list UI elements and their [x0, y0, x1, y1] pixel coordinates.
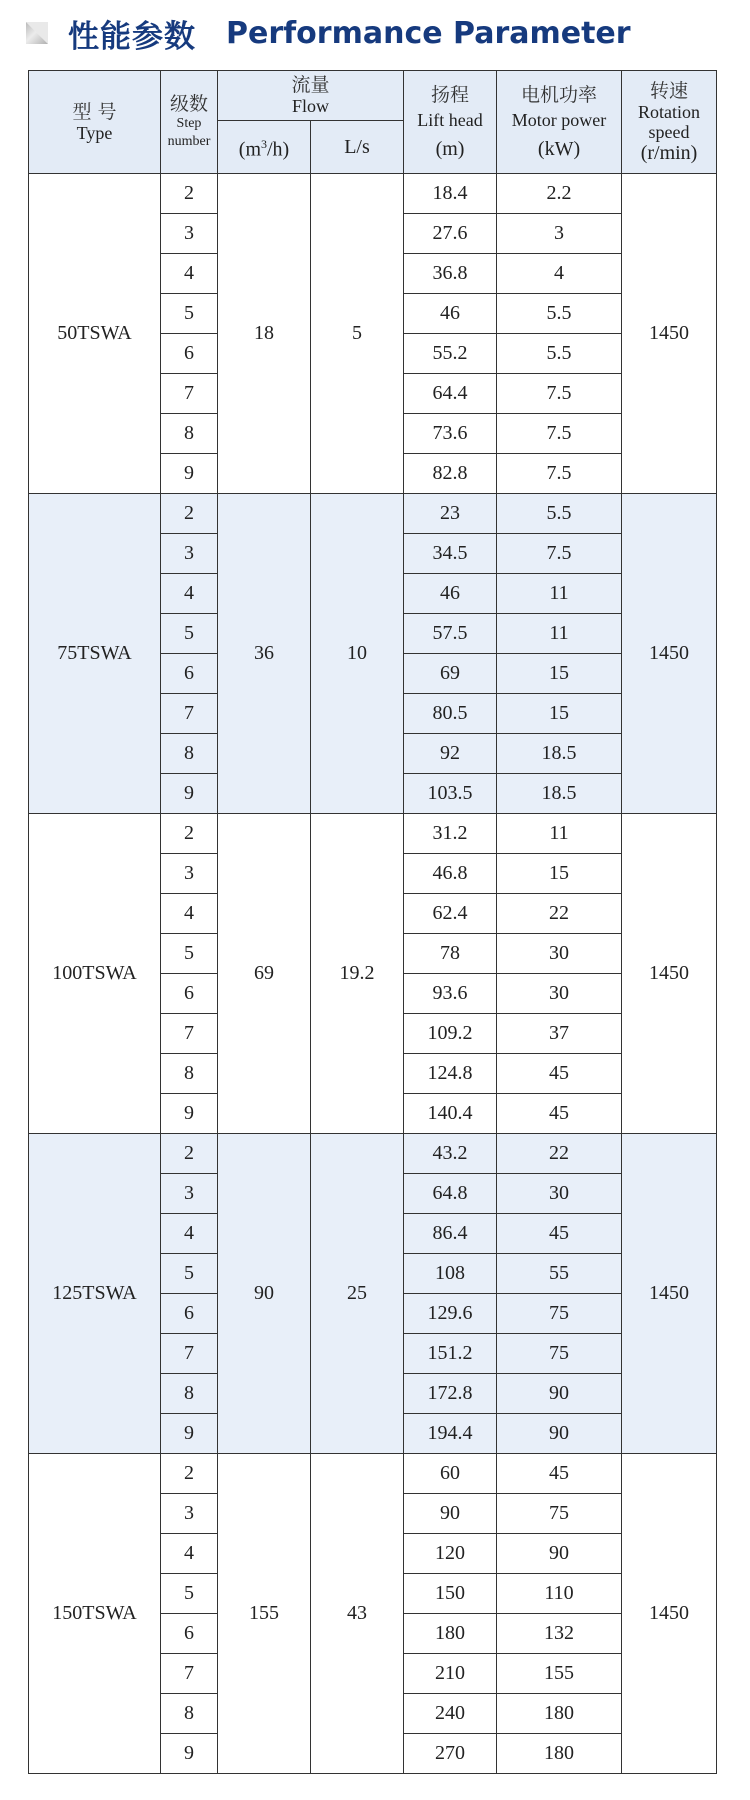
step-cell: 6: [161, 974, 218, 1014]
rotation-speed-cell: 1450: [622, 174, 717, 494]
motor-power-cell: 5.5: [497, 494, 622, 534]
motor-power-cell: 11: [497, 574, 622, 614]
step-cell: 9: [161, 774, 218, 814]
lift-head-cell: 64.4: [404, 374, 497, 414]
flow-m3h-cell: 90: [218, 1134, 311, 1454]
lift-head-cell: 151.2: [404, 1334, 497, 1374]
motor-power-cell: 7.5: [497, 534, 622, 574]
lift-head-cell: 103.5: [404, 774, 497, 814]
lift-head-cell: 150: [404, 1574, 497, 1614]
lift-head-cell: 172.8: [404, 1374, 497, 1414]
step-cell: 5: [161, 1574, 218, 1614]
motor-power-cell: 11: [497, 814, 622, 854]
lift-head-cell: 82.8: [404, 454, 497, 494]
flow-ls-cell: 19.2: [311, 814, 404, 1134]
table-row: [29, 174, 717, 214]
step-cell: 8: [161, 414, 218, 454]
lift-head-cell: 46: [404, 574, 497, 614]
motor-power-cell: 22: [497, 894, 622, 934]
lift-head-cell: 64.8: [404, 1174, 497, 1214]
step-cell: 8: [161, 1054, 218, 1094]
step-cell: 2: [161, 174, 218, 214]
step-cell: 3: [161, 214, 218, 254]
step-cell: 6: [161, 1294, 218, 1334]
motor-power-cell: 90: [497, 1414, 622, 1454]
lift-head-cell: 270: [404, 1734, 497, 1774]
step-cell: 9: [161, 454, 218, 494]
lift-head-cell: 62.4: [404, 894, 497, 934]
flow-m3h-cell: 155: [218, 1454, 311, 1774]
lift-head-cell: 78: [404, 934, 497, 974]
header-lift-head: 扬程 Lift head (m): [404, 71, 497, 174]
step-cell: 3: [161, 1494, 218, 1534]
motor-power-cell: 30: [497, 934, 622, 974]
table-row: [29, 814, 717, 854]
lift-head-cell: 55.2: [404, 334, 497, 374]
motor-power-cell: 15: [497, 694, 622, 734]
rotation-speed-cell: 1450: [622, 1134, 717, 1454]
header-motor-power: 电机功率 Motor power (kW): [497, 71, 622, 174]
lift-head-cell: 80.5: [404, 694, 497, 734]
flow-m3h-cell: 36: [218, 494, 311, 814]
motor-power-cell: 18.5: [497, 774, 622, 814]
lift-head-cell: 23: [404, 494, 497, 534]
rotation-speed-cell: 1450: [622, 1454, 717, 1774]
lift-head-cell: 93.6: [404, 974, 497, 1014]
rotation-speed-cell: 1450: [622, 814, 717, 1134]
lift-head-cell: 73.6: [404, 414, 497, 454]
motor-power-cell: 37: [497, 1014, 622, 1054]
lift-head-cell: 140.4: [404, 1094, 497, 1134]
step-cell: 9: [161, 1734, 218, 1774]
step-cell: 6: [161, 1614, 218, 1654]
motor-power-cell: 11: [497, 614, 622, 654]
step-cell: 2: [161, 1134, 218, 1174]
motor-power-cell: 45: [497, 1054, 622, 1094]
step-cell: 5: [161, 934, 218, 974]
lift-head-cell: 240: [404, 1694, 497, 1734]
table-row: [29, 1134, 717, 1174]
step-cell: 7: [161, 1654, 218, 1694]
lift-head-cell: 31.2: [404, 814, 497, 854]
lift-head-cell: 69: [404, 654, 497, 694]
section-title: [26, 10, 631, 56]
motor-power-cell: 7.5: [497, 414, 622, 454]
step-cell: 3: [161, 534, 218, 574]
motor-power-cell: 180: [497, 1734, 622, 1774]
header-rotation-speed: 转速 Rotation speed (r/min): [622, 71, 717, 174]
step-cell: 7: [161, 1014, 218, 1054]
header-step-number: 级数 Step number: [161, 71, 218, 174]
step-cell: 5: [161, 614, 218, 654]
lift-head-cell: 90: [404, 1494, 497, 1534]
lift-head-cell: 27.6: [404, 214, 497, 254]
motor-power-cell: 132: [497, 1614, 622, 1654]
motor-power-cell: 5.5: [497, 334, 622, 374]
step-cell: 4: [161, 894, 218, 934]
motor-power-cell: 45: [497, 1094, 622, 1134]
step-cell: 4: [161, 254, 218, 294]
motor-power-cell: 30: [497, 1174, 622, 1214]
header-flow-m3h: $(m^3/h)$: [218, 121, 311, 174]
motor-power-cell: 90: [497, 1374, 622, 1414]
header-flow: 流量 Flow: [218, 71, 404, 121]
step-cell: 8: [161, 1694, 218, 1734]
motor-power-cell: 30: [497, 974, 622, 1014]
step-cell: 4: [161, 1214, 218, 1254]
motor-power-cell: 15: [497, 854, 622, 894]
motor-power-cell: 75: [497, 1494, 622, 1534]
motor-power-cell: 22: [497, 1134, 622, 1174]
flow-ls-cell: 5: [311, 174, 404, 494]
step-cell: 8: [161, 734, 218, 774]
motor-power-cell: 3: [497, 214, 622, 254]
step-cell: 7: [161, 1334, 218, 1374]
step-cell: 6: [161, 654, 218, 694]
lift-head-cell: 108: [404, 1254, 497, 1294]
step-cell: 5: [161, 1254, 218, 1294]
motor-power-cell: 155: [497, 1654, 622, 1694]
header-type: 型 号 Type: [29, 71, 161, 174]
motor-power-cell: 90: [497, 1534, 622, 1574]
motor-power-cell: 4: [497, 254, 622, 294]
lift-head-cell: 210: [404, 1654, 497, 1694]
lift-head-cell: 109.2: [404, 1014, 497, 1054]
rotation-speed-cell: 1450: [622, 494, 717, 814]
motor-power-cell: 15: [497, 654, 622, 694]
step-cell: 4: [161, 1534, 218, 1574]
model-type-cell: 75TSWA: [29, 494, 161, 814]
step-cell: 5: [161, 294, 218, 334]
flow-ls-cell: 43: [311, 1454, 404, 1774]
flow-m3h-cell: 69: [218, 814, 311, 1134]
motor-power-cell: 45: [497, 1214, 622, 1254]
model-type-cell: 50TSWA: [29, 174, 161, 494]
lift-head-cell: 18.4: [404, 174, 497, 214]
step-cell: 7: [161, 694, 218, 734]
performance-table: [28, 70, 717, 1774]
lift-head-cell: 86.4: [404, 1214, 497, 1254]
motor-power-cell: 2.2: [497, 174, 622, 214]
motor-power-cell: 110: [497, 1574, 622, 1614]
step-cell: 4: [161, 574, 218, 614]
step-cell: 9: [161, 1094, 218, 1134]
step-cell: 8: [161, 1374, 218, 1414]
motor-power-cell: 75: [497, 1294, 622, 1334]
lift-head-cell: 34.5: [404, 534, 497, 574]
lift-head-cell: 124.8: [404, 1054, 497, 1094]
motor-power-cell: 5.5: [497, 294, 622, 334]
lift-head-cell: 46: [404, 294, 497, 334]
title-english: Performance Parameter: [226, 15, 631, 51]
model-type-cell: 150TSWA: [29, 1454, 161, 1774]
step-cell: 6: [161, 334, 218, 374]
header-flow-ls: L/s: [311, 121, 404, 174]
lift-head-cell: 60: [404, 1454, 497, 1494]
lift-head-cell: 194.4: [404, 1414, 497, 1454]
lift-head-cell: 46.8: [404, 854, 497, 894]
motor-power-cell: 45: [497, 1454, 622, 1494]
flow-ls-cell: 25: [311, 1134, 404, 1454]
table-row: [29, 1454, 717, 1494]
step-cell: 2: [161, 814, 218, 854]
step-cell: 3: [161, 1174, 218, 1214]
model-type-cell: 125TSWA: [29, 1134, 161, 1454]
lift-head-cell: 57.5: [404, 614, 497, 654]
motor-power-cell: 18.5: [497, 734, 622, 774]
motor-power-cell: 180: [497, 1694, 622, 1734]
lift-head-cell: 36.8: [404, 254, 497, 294]
step-cell: 9: [161, 1414, 218, 1454]
flow-ls-cell: 10: [311, 494, 404, 814]
lift-head-cell: 129.6: [404, 1294, 497, 1334]
model-type-cell: 100TSWA: [29, 814, 161, 1134]
table-row: [29, 494, 717, 534]
step-cell: 7: [161, 374, 218, 414]
step-cell: 2: [161, 494, 218, 534]
motor-power-cell: 75: [497, 1334, 622, 1374]
motor-power-cell: 7.5: [497, 454, 622, 494]
flow-m3h-cell: 18: [218, 174, 311, 494]
step-cell: 3: [161, 854, 218, 894]
lift-head-cell: 43.2: [404, 1134, 497, 1174]
step-cell: 2: [161, 1454, 218, 1494]
lift-head-cell: 120: [404, 1534, 497, 1574]
title-chinese: 性能参数: [68, 18, 196, 55]
motor-power-cell: 7.5: [497, 374, 622, 414]
motor-power-cell: 55: [497, 1254, 622, 1294]
lift-head-cell: 92: [404, 734, 497, 774]
lift-head-cell: 180: [404, 1614, 497, 1654]
